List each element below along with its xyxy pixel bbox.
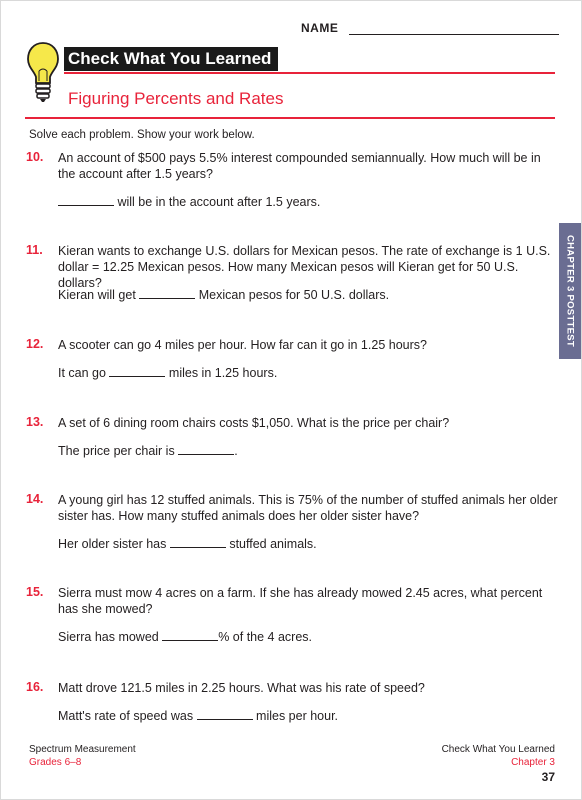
problem-number: 13. bbox=[26, 415, 44, 429]
answer-suffix: stuffed animals. bbox=[225, 537, 317, 551]
problem-text: A young girl has 12 stuffed animals. This is 75% of the number of stuffed animals her older sister has. How many stuffed animals does her older sister have? bbox=[58, 493, 558, 523]
answer-prefix: Sierra has mowed bbox=[58, 630, 163, 644]
chapter-tab-label: CHAPTER 3 POSTTEST bbox=[564, 234, 576, 348]
answer-suffix: . bbox=[234, 444, 238, 458]
problem-text: An account of $500 pays 5.5% interest compounded semiannually. How much will be in the account after 1.5 years? bbox=[58, 151, 541, 181]
problem-text: Sierra must mow 4 acres on a farm. If she has already mowed 2.45 acres, what percent has she mowed? bbox=[58, 586, 543, 616]
answer-prefix: Her older sister has bbox=[58, 537, 170, 551]
answer-blank[interactable] bbox=[58, 194, 114, 206]
problem-number: 15. bbox=[26, 585, 44, 599]
answer-blank[interactable] bbox=[139, 287, 195, 299]
problem-number: 11. bbox=[26, 243, 43, 257]
problem-number: 12. bbox=[26, 337, 44, 351]
answer-prefix: The price per chair is bbox=[58, 444, 179, 458]
answer-prefix: Matt's rate of speed was bbox=[58, 709, 197, 723]
answer-blank[interactable] bbox=[162, 629, 218, 641]
answer-blank[interactable] bbox=[178, 443, 234, 455]
problem-text: Matt drove 121.5 miles in 2.25 hours. What was his rate of speed? bbox=[58, 681, 425, 695]
answer-line bbox=[58, 708, 338, 723]
answer-blank[interactable] bbox=[109, 365, 165, 377]
chapter-posttest-tab bbox=[559, 223, 581, 359]
instructions: Solve each problem. Show your work below. bbox=[29, 129, 255, 141]
problem-number: 16. bbox=[26, 680, 44, 694]
title-divider bbox=[64, 72, 555, 74]
footer-book-info bbox=[29, 743, 136, 769]
page-number: 37 bbox=[541, 770, 555, 784]
answer-blank[interactable] bbox=[170, 536, 226, 548]
header-divider bbox=[25, 117, 555, 119]
problem-text: A set of 6 dining room chairs costs $1,050. What is the price per chair? bbox=[58, 416, 450, 430]
lightbulb-icon bbox=[26, 41, 60, 103]
answer-line bbox=[58, 194, 320, 209]
footer-chapter: Chapter 3 bbox=[511, 757, 555, 768]
answer-line bbox=[58, 443, 238, 458]
answer-suffix: % of the 4 acres. bbox=[218, 630, 313, 644]
name-label: NAME bbox=[301, 21, 339, 35]
name-line[interactable] bbox=[349, 34, 559, 35]
page-subtitle: Figuring Percents and Rates bbox=[68, 89, 284, 108]
problem-text: A scooter can go 4 miles per hour. How far can it go in 1.25 hours? bbox=[58, 338, 427, 352]
problem-number: 10. bbox=[26, 150, 44, 164]
problem-text: Kieran wants to exchange U.S. dollars for Mexican pesos. The rate of exchange is 1 U.S. dollar = 12.25 Mexican pesos. How many Mexican pesos will Kieran get for 50 U.S. dollars? bbox=[58, 244, 551, 290]
answer-suffix: miles in 1.25 hours. bbox=[165, 366, 278, 380]
answer-line bbox=[58, 629, 312, 644]
answer-line bbox=[58, 536, 317, 551]
answer-suffix: Mexican pesos for 50 U.S. dollars. bbox=[195, 288, 390, 302]
problem-number: 14. bbox=[26, 492, 44, 506]
page-title: Check What You Learned bbox=[64, 47, 278, 71]
name-field bbox=[301, 21, 561, 41]
footer-section: Check What You Learned bbox=[441, 744, 555, 755]
answer-prefix: It can go bbox=[58, 366, 110, 380]
answer-suffix: will be in the account after 1.5 years. bbox=[114, 195, 321, 209]
answer-suffix: miles per hour. bbox=[252, 709, 339, 723]
answer-line bbox=[58, 287, 389, 302]
answer-line bbox=[58, 365, 277, 380]
footer-book-title: Spectrum Measurement bbox=[29, 744, 136, 755]
footer-grades: Grades 6–8 bbox=[29, 757, 82, 768]
answer-prefix: Kieran will get bbox=[58, 288, 140, 302]
footer-section-info bbox=[442, 743, 555, 769]
answer-blank[interactable] bbox=[197, 708, 253, 720]
